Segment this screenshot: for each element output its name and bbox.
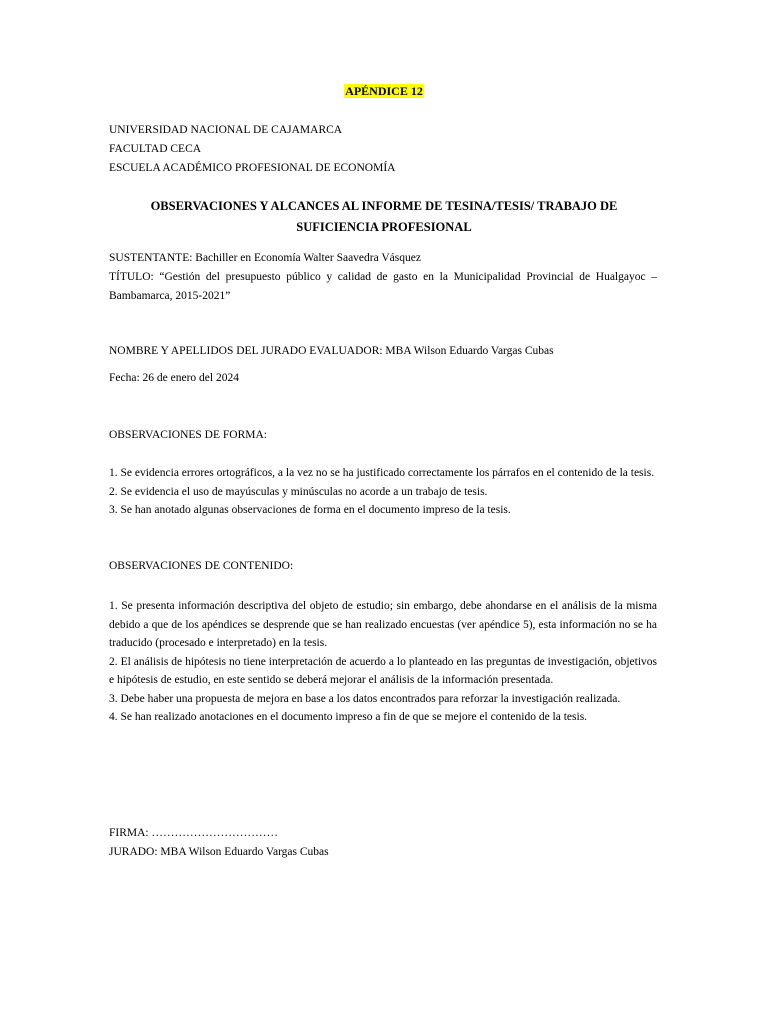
- forma-item: 2. Se evidencia el uso de mayúsculas y minúsculas no acorde a un trabajo de tesis.: [109, 485, 488, 498]
- signature-block: [109, 824, 329, 862]
- forma-list: [109, 464, 657, 520]
- sustentante-line: SUSTENTANTE: Bachiller en Economía Walter Saavedra Vásquez: [109, 252, 421, 264]
- school-name: ESCUELA ACADÉMICO PROFESIONAL DE ECONOMÍA: [109, 162, 396, 174]
- contenido-item: 1. Se presenta información descriptiva del objeto de estudio; sin embargo, debe ahondarse en el análisis de la misma debido a que de los apéndices se desprende que se han realizado encuestas (ver apéndice 5), esta información no se ha traducido (procesado e interpretado) en la tesis.: [109, 600, 657, 649]
- contenido-item: 2. El análisis de hipótesis no tiene interpretación de acuerdo a lo planteado en las preguntas de investigación, objetivos e hipótesis de estudio, en este sentido se deberá mejorar el análisis de la información presentada.: [109, 655, 657, 686]
- contenido-list: [109, 597, 657, 727]
- document-title: OBSERVACIONES Y ALCANCES AL INFORME DE TESINA/TESIS/ TRABAJO DE SUFICIENCIA PROFESIONAL: [150, 199, 618, 234]
- jurado-signature-line: JURADO: MBA Wilson Eduardo Vargas Cubas: [109, 846, 329, 858]
- contenido-heading: OBSERVACIONES DE CONTENIDO:: [109, 560, 294, 572]
- firma-line: FIRMA: ……………………………: [109, 827, 278, 839]
- contenido-item: 3. Debe haber una propuesta de mejora en base a los datos encontrados para reforzar la investigación realizada.: [109, 692, 621, 705]
- forma-item: 1. Se evidencia errores ortográficos, a la vez no se ha justificado correctamente los párrafos en el contenido de la tesis.: [109, 467, 655, 479]
- appendix-heading: [0, 84, 768, 99]
- jurado-evaluador-line: NOMBRE Y APELLIDOS DEL JURADO EVALUADOR: MBA Wilson Eduardo Vargas Cubas: [109, 345, 554, 357]
- fecha-line: Fecha: 26 de enero del 2024: [109, 372, 239, 384]
- institution-header: [109, 121, 395, 178]
- forma-heading: OBSERVACIONES DE FORMA:: [109, 429, 267, 441]
- university-name: UNIVERSIDAD NACIONAL DE CAJAMARCA: [109, 124, 343, 136]
- contenido-item: 4. Se han realizado anotaciones en el documento impreso a fin de que se mejore el contenido de la tesis.: [109, 711, 588, 723]
- forma-item: 3. Se han anotado algunas observaciones de forma en el documento impreso de la tesis.: [109, 504, 511, 516]
- thesis-info: [109, 249, 669, 305]
- appendix-label: APÉNDICE 12: [345, 84, 423, 98]
- titulo-line: TÍTULO: “Gestión del presupuesto público y calidad de gasto en la Municipalidad Provincial de Hualgayoc – Bambamarca, 2015-2021”: [109, 271, 657, 302]
- faculty-name: FACULTAD CECA: [109, 143, 202, 155]
